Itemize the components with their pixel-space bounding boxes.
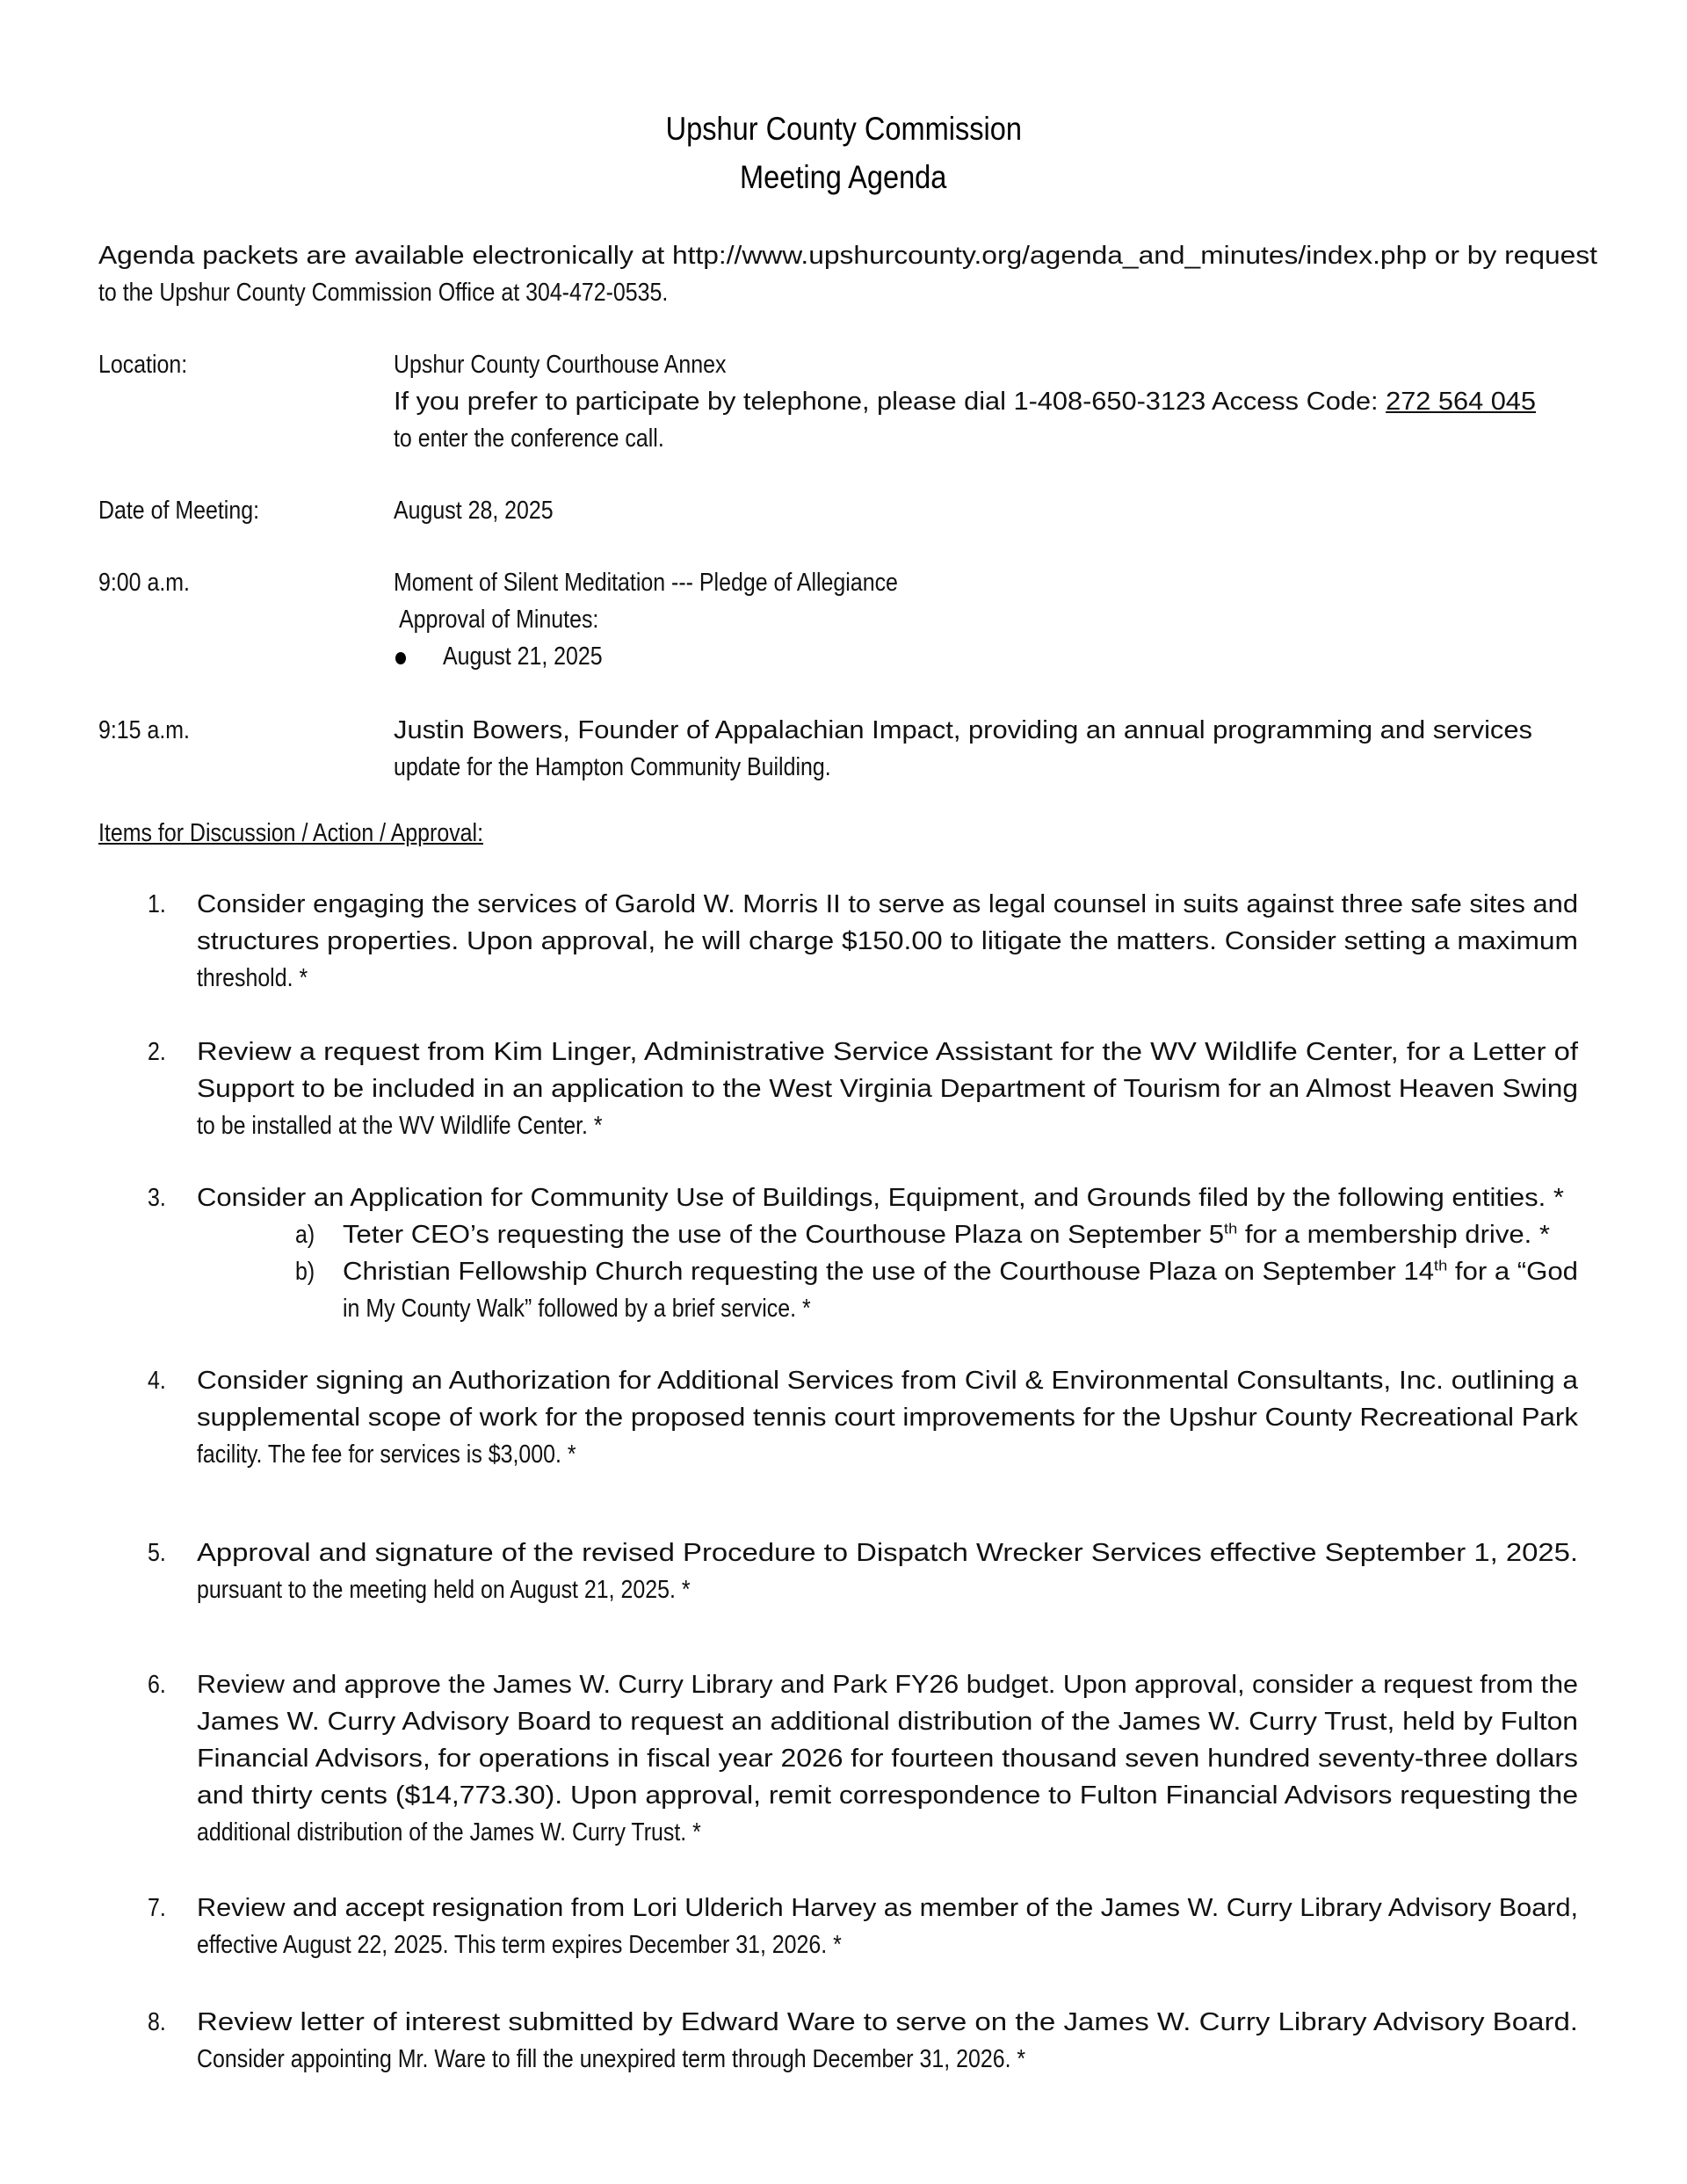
- schedule-item-2-line1: Justin Bowers, Founder of Appalachian Impact, providing an annual programming and services: [394, 716, 1532, 744]
- schedule-time-2: 9:15 a.m.: [98, 716, 190, 744]
- item-number: 2.: [148, 1038, 166, 1066]
- page-subtitle: Meeting Agenda: [740, 159, 947, 195]
- subitem-a-text: Teter CEO’s requesting the use of the Courthouse Plaza on September 5th for a membership drive. *: [343, 1220, 1550, 1249]
- item-number: 5.: [148, 1539, 166, 1567]
- items-section-heading: Items for Discussion / Action / Approval:: [98, 819, 484, 847]
- location-label: Location:: [98, 351, 188, 379]
- item-number: 1.: [148, 890, 166, 918]
- page-title: Upshur County Commission: [665, 111, 1022, 147]
- date-value: August 28, 2025: [394, 497, 554, 525]
- agenda-page: Upshur County Commission Meeting Agenda Agenda packets are available electronically at http://www.upshurcounty.org/agenda_and_minutes/index.php or by request to the Upshur County Commission Office at 304-472-0535. Location: Upshur County Courthouse Annex If you prefer to participate by telephone, please dial 1-408-650-3123 Access Code: 272 564 045 to enter the conference call. Date of Meeting: August 28, 2025 9:00 a.m. Moment of Silent Meditation --- Pledge of Allegiance Approval of Minutes: August 21, 2025 9:15 a.m. Justin Bowers, Founder of Appalachian Impact, providing an annual programming and services update for the Hampton Community Building. Items for Discussion / Action / Approval: 1. Consider engaging the services of Garold W. Morris II to serve as legal counsel in suits against three safe sites and structures properties. Upon approval, he will charge $150.00 to litigate the matters. Consider setting a maximum threshold. * 2. Review a request from Kim Linger, Administrative Service Assistant for the WV Wildlife Center, for a Letter of Support to be included in an application to the West Virginia Department of Tourism for an Almost Heaven Swing to be installed at the WV Wildlife Center. * 3. Consider an Application for Community Use of Buildings, Equipment, and Grounds filed by the following entities. * a) Teter CEO’s requesting the use of the Courthouse Plaza on September 5th for a membership drive. * b) Christian Fellowship Church requesting the use of the Courthouse Plaza on September 14th for a “God in My County Walk” followed by a brief service. * 4. Consider signing an Authorization for Additional Services from Civil & Environmental Consultants, Inc. outlining a supplemental scope of work for the proposed tennis court improvements for the Upshur County Recreational Park facility. The fee for services is $3,000. * 5. Approval and signature of the revised Procedure to Dispatch Wrecker Services effective September 1, 2025. pursuant to the meeting held on August 21, 2025. * 6. Review and approve the James W. Curry Library and Park FY26 budget. Upon approval, consider a request from the James W. Curry Advisory Board to request an additional distribution of the James W. Curry Trust, held by Fulton Financial Advisors, for operations in fiscal year 2026 for fourteen thousand seven hundred seventy-three dollars and thirty cents ($14,773.30). Upon approval, remit correspondence to Fulton Financial Advisors requesting the additional distribution of the James W. Curry Trust. * 7. Review and accept resignation from Lori Ulderich Harvey as member of the James W. Curry Library Advisory Board, effective August 22, 2025. This term expires December 31, 2026. * 8. Review letter of interest submitted by Edward Ware to serve on the James W. Curry Library Advisory Board. Consider appointing Mr. Ware to fill the unexpired term through December 31, 2026. *: [0, 0, 1687, 2184]
- item-number: 6.: [148, 1671, 166, 1699]
- subitem-b-text: Christian Fellowship Church requesting the use of the Courthouse Plaza on September 14th for a “God: [343, 1257, 1578, 1286]
- schedule-item-1-line1: Moment of Silent Meditation --- Pledge of Allegiance: [394, 569, 898, 597]
- item-number: 8.: [148, 2008, 166, 2036]
- item-number: 3.: [148, 1184, 166, 1212]
- item-number: 7.: [148, 1894, 166, 1922]
- access-code: 272 564 045: [1386, 388, 1536, 416]
- location-name: Upshur County Courthouse Annex: [394, 351, 727, 379]
- location-conference-line: to enter the conference call.: [394, 424, 664, 453]
- schedule-item-1-line2: Approval of Minutes:: [399, 606, 599, 634]
- item-number: 4.: [148, 1367, 166, 1395]
- subitem-letter-a: a): [295, 1221, 315, 1249]
- minutes-date: August 21, 2025: [443, 642, 603, 671]
- subitem-letter-b: b): [295, 1258, 315, 1286]
- intro-line-1: Agenda packets are available electronically at http://www.upshurcounty.org/agenda_and_minutes/index.php or by request: [98, 242, 1597, 270]
- schedule-time-1: 9:00 a.m.: [98, 569, 190, 597]
- date-label: Date of Meeting:: [98, 497, 260, 525]
- subitem-b-text-line2: in My County Walk” followed by a brief service. *: [343, 1295, 811, 1323]
- location-phone-line: If you prefer to participate by telephone, please dial 1-408-650-3123 Access Code: 272 564 045: [394, 388, 1536, 416]
- intro-line-2: to the Upshur County Commission Office at 304-472-0535.: [98, 279, 669, 307]
- bullet-icon: [395, 652, 406, 664]
- schedule-item-2-line2: update for the Hampton Community Building.: [394, 753, 831, 781]
